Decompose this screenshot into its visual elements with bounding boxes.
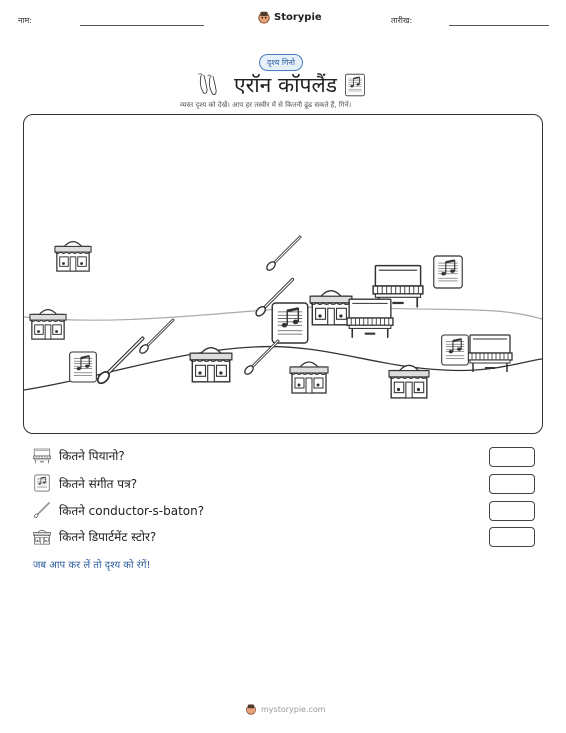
question-label: कितने conductor-s-baton? — [59, 503, 205, 518]
question-pianos — [33, 447, 125, 464]
date-line[interactable] — [449, 25, 549, 26]
sheet-music-icon — [344, 73, 366, 97]
name-line[interactable] — [80, 25, 204, 26]
brand-logo — [257, 10, 322, 24]
ballet-shoes-icon — [196, 71, 222, 97]
conductor-baton-icon — [33, 501, 51, 519]
piano-icon — [33, 448, 51, 464]
question-batons — [33, 501, 204, 519]
page-title: एरॉन कॉपलैंड — [234, 73, 337, 97]
sheet-music-icon — [33, 474, 51, 492]
scene-illustration — [24, 115, 542, 433]
brand-name: Storypie — [274, 11, 322, 23]
answer-box-sheet-music[interactable] — [489, 474, 535, 494]
instructions: व्यस्त दृश्य को देखें। आप हर तस्वीर में से कितनी ढूंढ सकते हैं, गिनें। — [180, 101, 352, 109]
name-label: नाम: — [18, 16, 32, 25]
footer-url[interactable]: mystorypie.com — [261, 704, 326, 714]
answer-box-pianos[interactable] — [489, 447, 535, 467]
storypie-logo-icon — [245, 703, 257, 715]
question-label: कितने डिपार्टमेंट स्टोर? — [59, 529, 157, 544]
answer-box-batons[interactable] — [489, 501, 535, 521]
department-store-icon — [33, 527, 51, 545]
activity-badge: दृश्य गिनो — [259, 54, 303, 71]
date-label: तारीख: — [391, 16, 413, 25]
question-stores — [33, 527, 156, 545]
coloring-note: जब आप कर लें तो दृश्य को रंगें! — [33, 560, 151, 571]
footer — [245, 703, 326, 715]
answer-box-stores[interactable] — [489, 527, 535, 547]
storypie-logo-icon — [257, 10, 271, 24]
busy-scene — [23, 114, 543, 434]
question-sheet-music — [33, 474, 137, 492]
question-label: कितने संगीत पत्र? — [59, 476, 138, 491]
question-label: कितने पियानो? — [59, 449, 125, 463]
